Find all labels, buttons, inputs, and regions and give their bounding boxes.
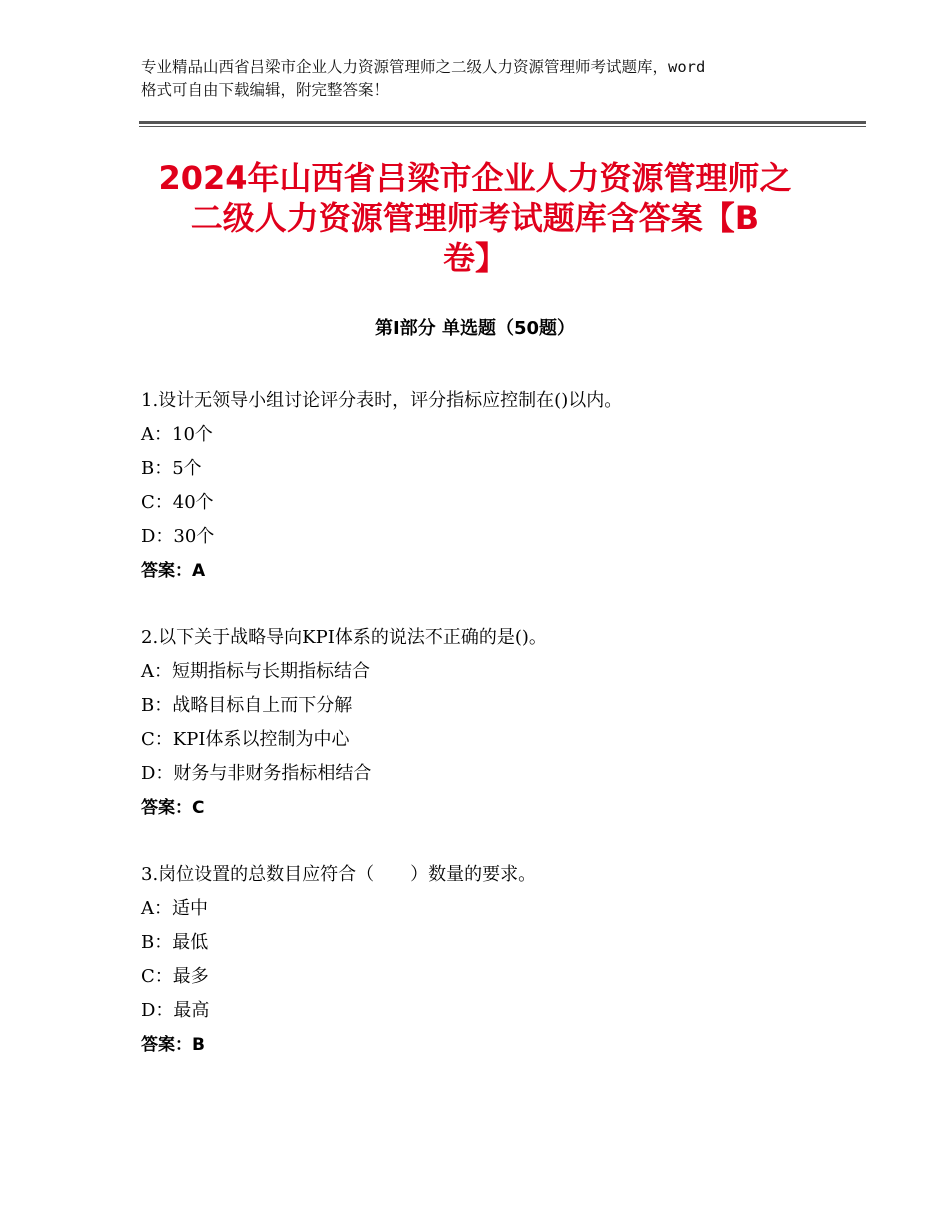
option-c: C：KPI体系以控制为中心	[141, 729, 350, 750]
question-stem: 1.设计无领导小组讨论评分表时，评分指标应控制在()以内。	[141, 390, 623, 411]
option-d: D：最高	[141, 1000, 210, 1021]
option-d: D：财务与非财务指标相结合	[141, 763, 372, 784]
option-c: C：40个	[141, 492, 214, 513]
question-1	[141, 384, 861, 588]
option-d: D：30个	[141, 526, 215, 547]
document-title	[120, 158, 830, 278]
question-list	[141, 384, 861, 1095]
option-a: A：短期指标与长期指标结合	[141, 661, 370, 682]
header-note-line-1: 专业精品山西省吕梁市企业人力资源管理师之二级人力资源管理师考试题库，word	[141, 58, 706, 76]
option-a: A：10个	[141, 424, 213, 445]
answer: 答案：C	[141, 798, 205, 818]
document-title-line-2: 二级人力资源管理师考试题库含答案【B	[190, 199, 760, 237]
option-a: A：适中	[141, 898, 208, 919]
header-divider-thin	[139, 126, 866, 127]
question-3	[141, 858, 861, 1062]
question-stem: 3.岗位设置的总数目应符合（ ）数量的要求。	[141, 864, 537, 885]
option-c: C：最多	[141, 966, 209, 987]
option-b: B：战略目标自上而下分解	[141, 695, 353, 716]
document-title-line-3: 卷】	[442, 239, 507, 277]
answer: 答案：B	[141, 1035, 205, 1055]
section-heading: 第Ⅰ部分 单选题（50题）	[374, 318, 575, 339]
header-note-line-2: 格式可自由下载编辑，附完整答案！	[141, 81, 390, 99]
answer: 答案：A	[141, 561, 206, 581]
header-note	[141, 56, 831, 102]
option-b: B：5个	[141, 458, 202, 479]
header-divider-thick	[139, 121, 866, 124]
option-b: B：最低	[141, 932, 209, 953]
question-stem: 2.以下关于战略导向KPI体系的说法不正确的是()。	[141, 627, 547, 648]
question-2	[141, 621, 861, 825]
document-title-line-1: 2024年山西省吕梁市企业人力资源管理师之	[158, 159, 792, 197]
